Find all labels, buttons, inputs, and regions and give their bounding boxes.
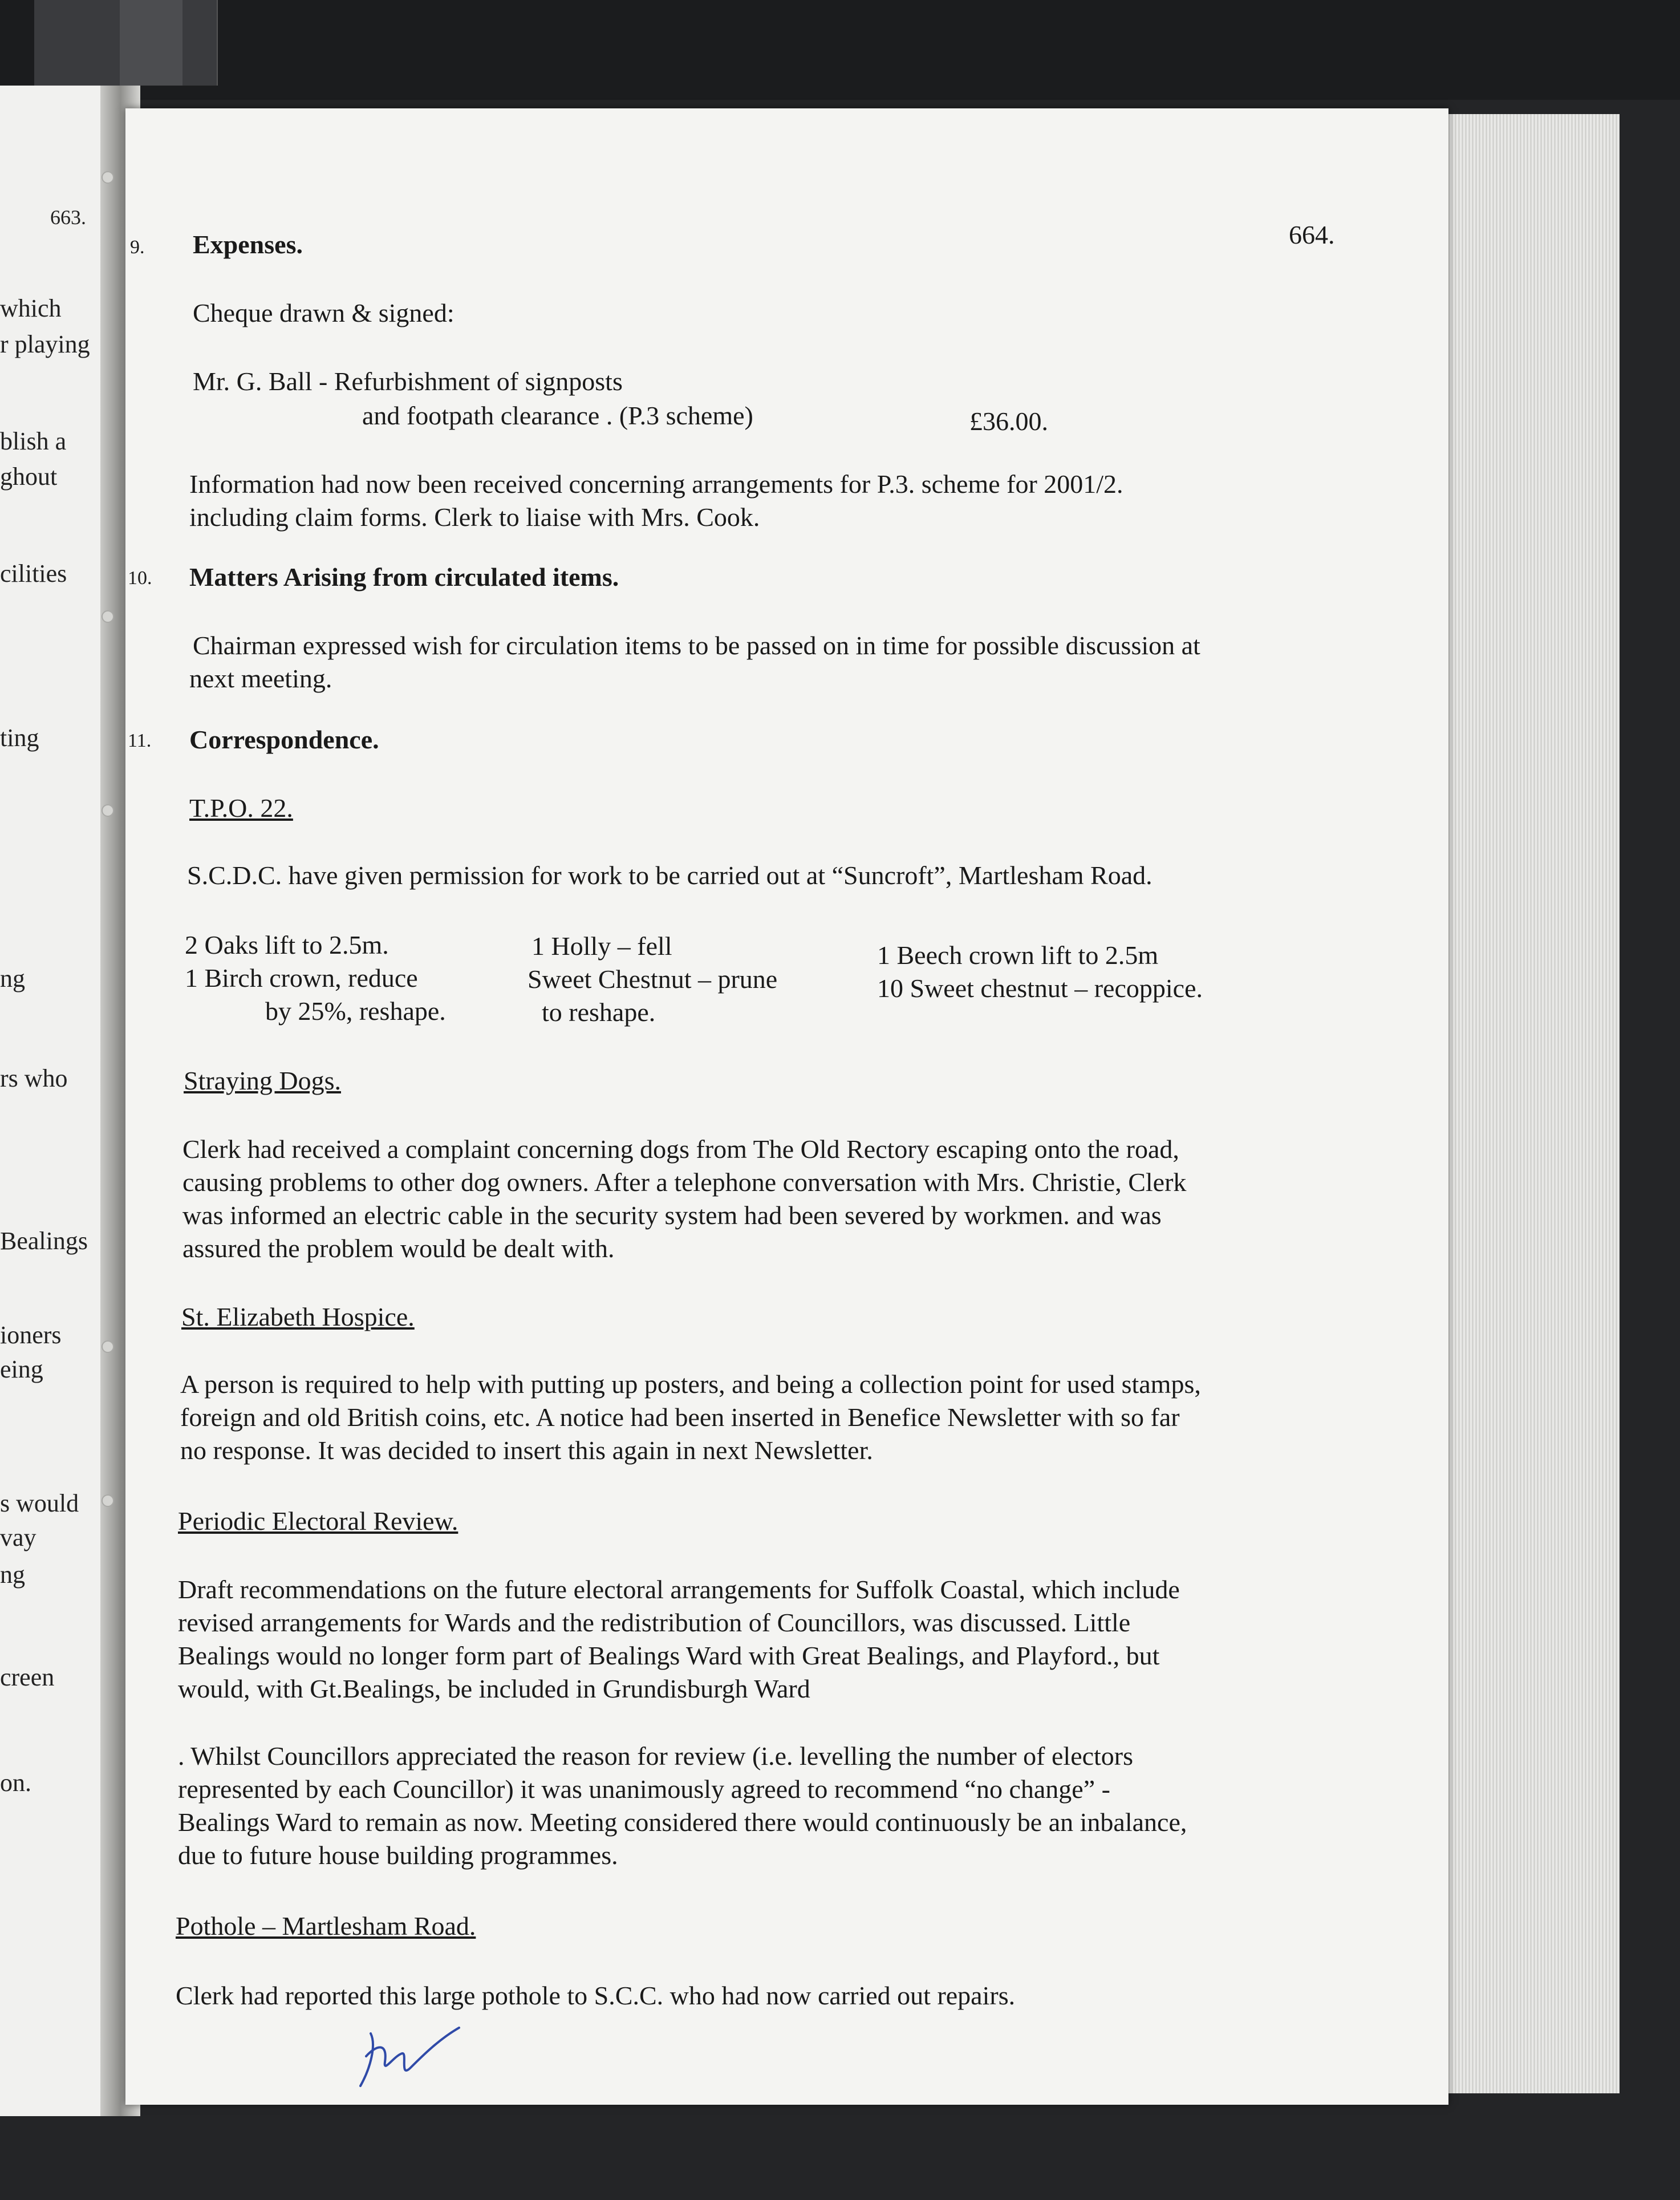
page-number: 664. (1289, 220, 1335, 249)
left-fragment: blish a (0, 427, 67, 455)
binder-hole (102, 1340, 114, 1353)
left-fragment: on. (0, 1769, 31, 1797)
tpo-col2-item: Sweet Chestnut – prune (527, 965, 778, 994)
left-facing-page (0, 86, 112, 2116)
tpo-col3-item: 10 Sweet chestnut – recoppice. (877, 974, 1203, 1003)
binder-top-edge (0, 0, 1680, 100)
left-fragment: ioners (0, 1321, 62, 1349)
section-number: 9. (130, 237, 145, 258)
cheque-line: Cheque drawn & signed: (193, 298, 455, 327)
body-line: Bealings Ward to remain as now. Meeting considered there would continuously be an inbalance, (178, 1808, 1187, 1837)
body-line: Clerk had received a complaint concerning dogs from The Old Rectory escaping onto the road, (182, 1135, 1179, 1164)
binder-hole (102, 610, 114, 623)
tpo-col3-item: 1 Beech crown lift to 2.5m (877, 941, 1159, 970)
body-line: Bealings would no longer form part of Bealings Ward with Great Bealings, and Playford., but (178, 1641, 1160, 1670)
dogs-title: Straying Dogs. (184, 1066, 341, 1095)
binder-hole (102, 171, 114, 184)
section-heading: Expenses. (193, 230, 303, 259)
left-fragment: creen (0, 1663, 55, 1691)
info-line: Information had now been received concerning arrangements for P.3. scheme for 2001/2. (189, 469, 1123, 499)
expense-amount: £36.00. (969, 407, 1048, 436)
left-fragment: ghout (0, 463, 58, 491)
section-number: 11. (128, 730, 152, 751)
left-fragment: Bealings (0, 1227, 88, 1255)
binder-hole (102, 1494, 114, 1507)
payee-line: Mr. G. Ball - Refurbishment of signposts (193, 367, 623, 396)
handwritten-initials (354, 2022, 468, 2096)
left-fragment: ng (0, 1561, 25, 1589)
body-line: A person is required to help with putting up posters, and being a collection point for used stamps, (180, 1370, 1201, 1399)
tpo-col1-item: 2 Oaks lift to 2.5m. (185, 930, 389, 959)
left-fragment: ng (0, 965, 25, 992)
section-heading: Matters Arising from circulated items. (189, 562, 619, 591)
body-line: assured the problem would be dealt with. (182, 1234, 615, 1263)
body-line: due to future house building programmes. (178, 1841, 618, 1870)
page-stack-edge (1426, 114, 1620, 2093)
section-number: 10. (128, 568, 152, 589)
binder-strap-inner (120, 0, 182, 86)
left-fragment: r playing (0, 330, 90, 358)
body-line: Draft recommendations on the future electoral arrangements for Suffolk Coastal, which include (178, 1575, 1180, 1604)
left-fragment: eing (0, 1355, 43, 1383)
left-page-number: 663. (50, 206, 86, 229)
left-fragment: which (0, 294, 62, 322)
left-fragment: rs who (0, 1064, 68, 1092)
binder-hole (102, 804, 114, 817)
body-line: was informed an electric cable in the security system had been severed by workmen. and was (182, 1201, 1162, 1230)
body-line: foreign and old British coins, etc. A notice had been inserted in Benefice Newsletter with so far (180, 1403, 1180, 1432)
tpo-title: T.P.O. 22. (189, 793, 293, 823)
left-fragment: cilities (0, 560, 67, 588)
left-fragment: ting (0, 724, 39, 752)
tpo-col1-item: 1 Birch crown, reduce (185, 963, 418, 992)
body-line: causing problems to other dog owners. After a telephone conversation with Mrs. Christie, Clerk (182, 1168, 1187, 1197)
tpo-col1-item: by 25%, reshape. (265, 996, 446, 1026)
body-line: revised arrangements for Wards and the redistribution of Councillors, was discussed. Little (178, 1608, 1131, 1637)
section-heading: Correspondence. (189, 725, 379, 754)
body-line: Chairman expressed wish for circulation items to be passed on in time for possible discussion at (193, 631, 1200, 660)
body-line: next meeting. (189, 664, 332, 693)
tpo-line: S.C.D.C. have given permission for work to be carried out at “Suncroft”, Martlesham Road. (187, 861, 1153, 890)
payee-line-2: and footpath clearance . (P.3 scheme) (362, 401, 753, 430)
body-line: . Whilst Councillors appreciated the reason for review (i.e. levelling the number of electors (178, 1741, 1134, 1770)
tpo-col2-item: 1 Holly – fell (531, 931, 672, 961)
review-title: Periodic Electoral Review. (178, 1506, 458, 1535)
left-fragment: s would (0, 1489, 79, 1517)
tpo-col2-item: to reshape. (542, 998, 656, 1027)
body-line: represented by each Councillor) it was unanimously agreed to recommend “no change” - (178, 1774, 1110, 1804)
body-line: would, with Gt.Bealings, be included in Grundisburgh Ward (178, 1674, 810, 1703)
body-line: no response. It was decided to insert this again in next Newsletter. (180, 1436, 873, 1465)
left-fragment: vay (0, 1524, 36, 1551)
pothole-title: Pothole – Martlesham Road. (176, 1911, 476, 1940)
hospice-title: St. Elizabeth Hospice. (181, 1302, 415, 1331)
body-line: Clerk had reported this large pothole to S.C.C. who had now carried out repairs. (176, 1981, 1016, 2010)
minutes-page (125, 108, 1448, 2105)
info-line: including claim forms. Clerk to liaise with Mrs. Cook. (189, 503, 760, 532)
